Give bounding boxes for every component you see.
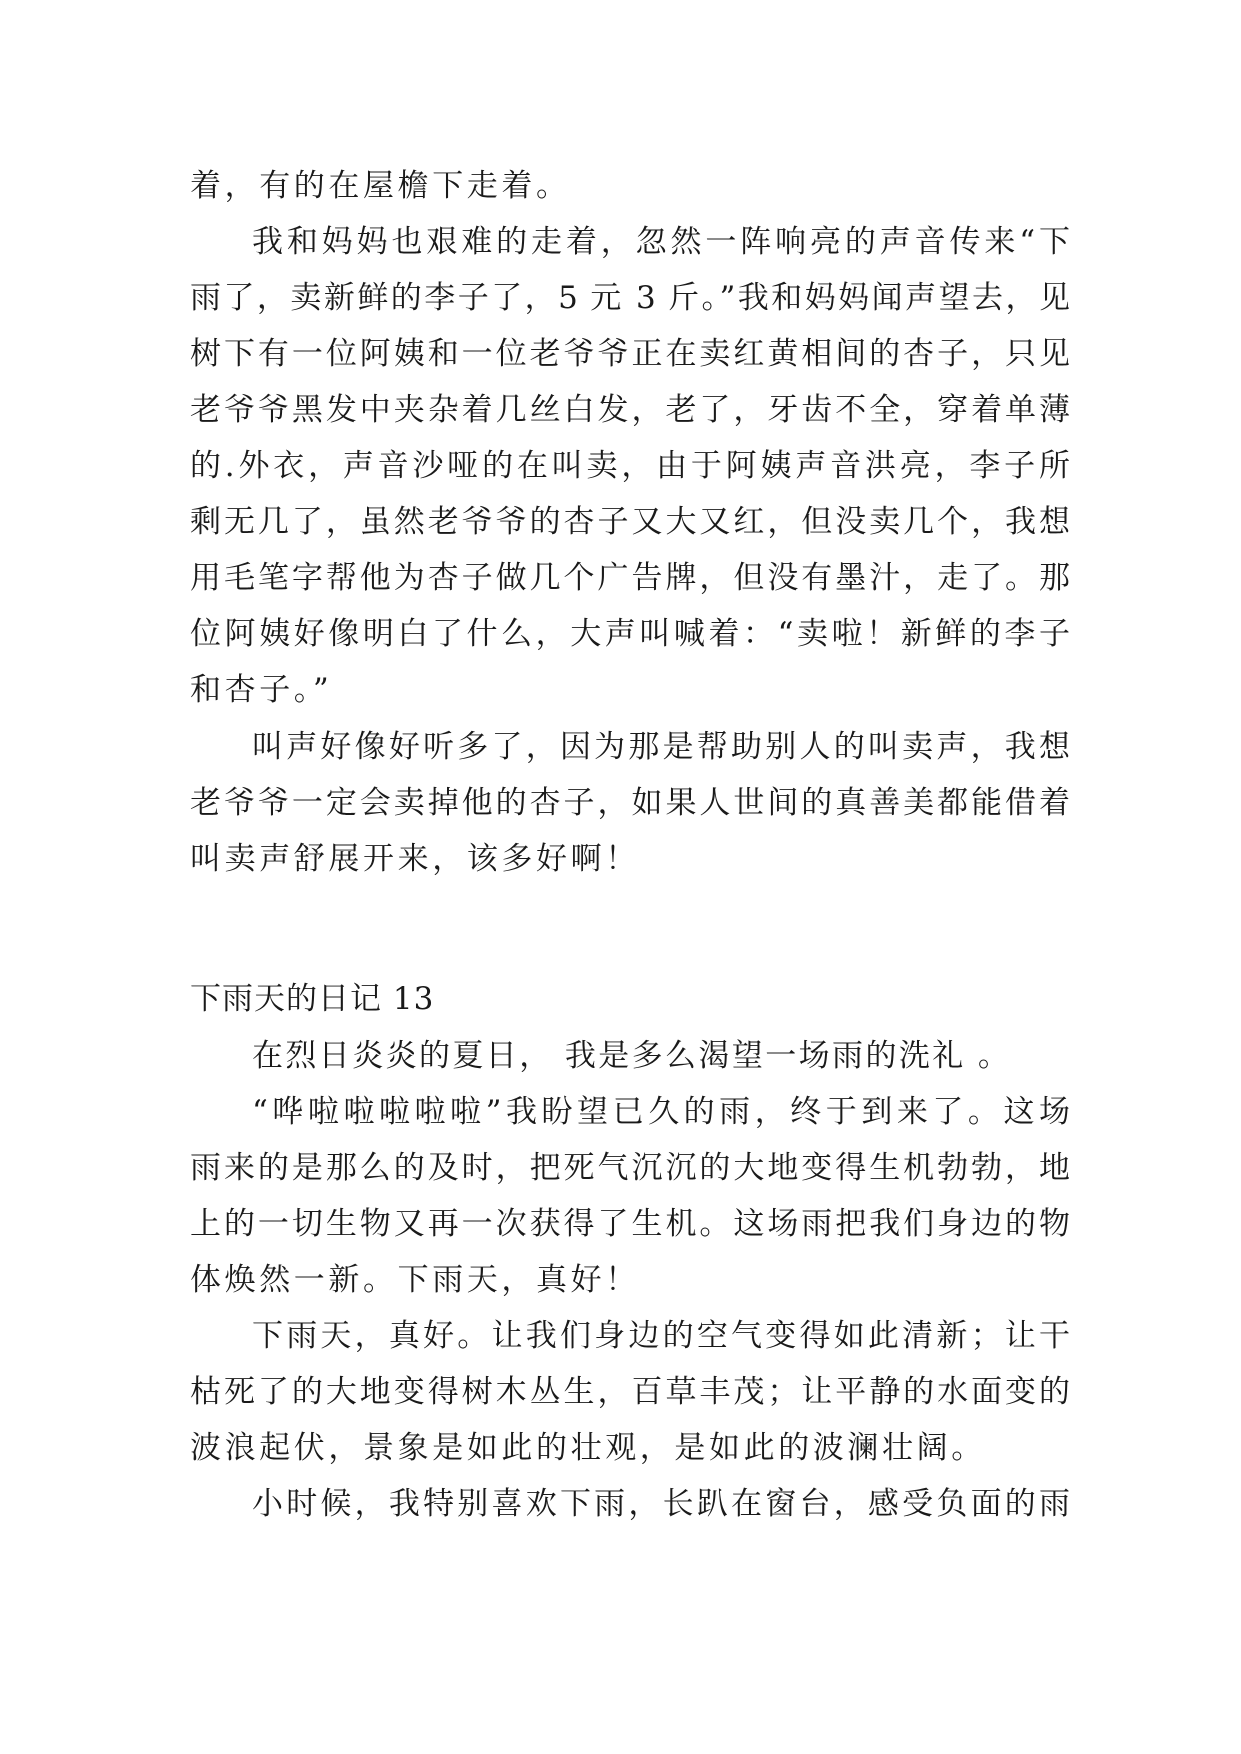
- text-line: “哗啦啦啦啦啦”我盼望已久的雨，终于到来了。这场: [252, 1094, 1070, 1130]
- text-line: 枯死了的大地变得树木丛生，百草丰茂；让平静的水面变的: [190, 1374, 1070, 1410]
- text-line: 雨了，卖新鲜的李子了，5 元 3 斤。”我和妈妈闻声望去，见: [190, 280, 1070, 316]
- text-line: 雨来的是那么的及时，把死气沉沉的大地变得生机勃勃，地: [190, 1150, 1070, 1186]
- text-line: 我和妈妈也艰难的走着，忽然一阵响亮的声音传来“下: [252, 224, 1070, 260]
- text-line: 剩无几了，虽然老爷爷的杏子又大又红，但没卖几个，我想: [190, 504, 1070, 540]
- text-line: 位阿姨好像明白了什么，大声叫喊着：“卖啦！新鲜的李子: [190, 616, 1070, 652]
- section-title: 下雨天的日记 13: [190, 981, 435, 1017]
- text-line: 叫声好像好听多了，因为那是帮助别人的叫卖声，我想: [252, 729, 1070, 765]
- text-line: 下雨天，真好。让我们身边的空气变得如此清新；让干: [252, 1318, 1070, 1354]
- text-line: 老爷爷一定会卖掉他的杏子，如果人世间的真善美都能借着: [190, 785, 1070, 821]
- text-line: 用毛笔字帮他为杏子做几个广告牌，但没有墨汁，走了。那: [190, 560, 1070, 596]
- text-line: 着，有的在屋檐下走着。: [190, 168, 571, 204]
- text-line: 上的一切生物又再一次获得了生机。这场雨把我们身边的物: [190, 1206, 1070, 1242]
- text-line: 叫卖声舒展开来，该多好啊！: [190, 841, 640, 877]
- text-line: 小时候，我特别喜欢下雨，长趴在窗台，感受负面的雨: [252, 1486, 1070, 1522]
- text-line: 的.外衣，声音沙哑的在叫卖，由于阿姨声音洪亮，李子所: [190, 448, 1070, 484]
- text-line: 和杏子。”: [190, 672, 333, 708]
- text-line: 波浪起伏，景象是如此的壮观，是如此的波澜壮阔。: [190, 1430, 986, 1466]
- text-line: 老爷爷黑发中夹杂着几丝白发，老了，牙齿不全，穿着单薄: [190, 392, 1070, 428]
- text-line: 在烈日炎炎的夏日， 我是多么渴望一场雨的洗礼 。: [252, 1038, 1012, 1074]
- text-line: 树下有一位阿姨和一位老爷爷正在卖红黄相间的杏子，只见: [190, 336, 1070, 372]
- text-line: 体焕然一新。下雨天，真好！: [190, 1262, 640, 1298]
